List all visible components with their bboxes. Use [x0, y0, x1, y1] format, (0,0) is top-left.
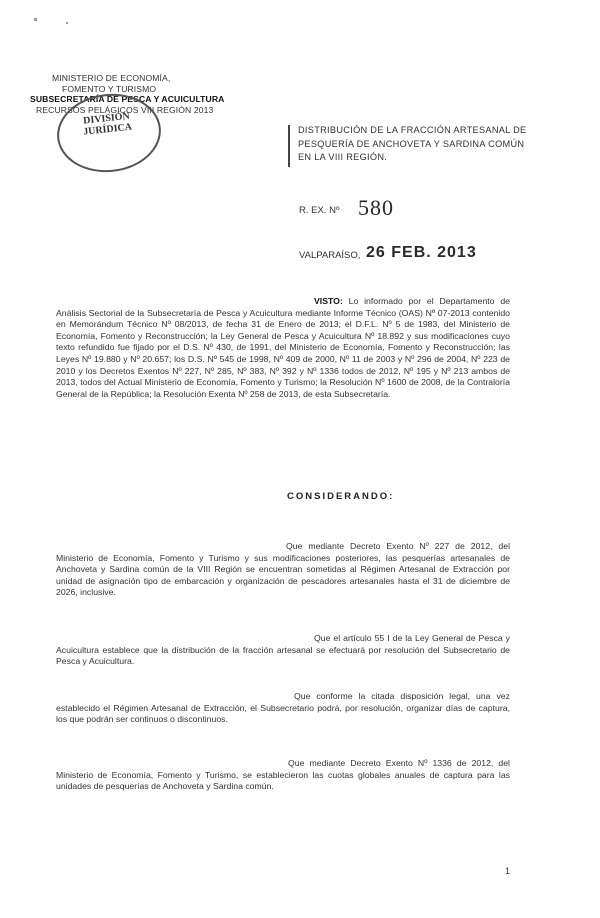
scan-speck [34, 18, 37, 21]
visto-lead: VISTO: [314, 296, 343, 306]
place-label: VALPARAÍSO, [299, 250, 361, 261]
resolution-number: 580 [358, 195, 394, 220]
visto-text: Lo informado por el Departamento de Análisis Sectorial de la Subsecretaría de Pesca y Acuicultura mediante Informe Técnico (OAS) Nº 07-2013 contenido en Memorándum Técnico Nº 08/2013, de fecha 31 de Enero de 2013; el D.F.L. Nº 5 de 1983, del Ministerio de Economía, Fomento y Reconstrucción; la Ley General de Pesca y Acuicultura Nº 18.892 y sus modificaciones cuyo texto refundido fue fijado por el D.S. Nº 430, de 1991, del Ministerio de Economía, Fomento y Reconstrucción; las Leyes Nº 19.880 y Nº 20.657; los D.S. Nº 545 de 1998, Nº 409 de 2000, Nº 11 de 2003 y Nº 296 de 2004, Nº 223 de 2010 y los Decretos Exentos Nº 227, Nº 285, Nº 383, Nº 392 y Nº 1336 todos de 2012, Nº 195 y Nº 213 ambos de 2013, todos del Actual Ministerio de Economía, Fomento y Turismo; la Resolución Nº 1600 de 2008, de la Contraloría General de la República; la Resolución Exenta Nº 258 de 2013, de esta Subsecretaría. [56, 296, 510, 399]
visto-paragraph [56, 296, 510, 400]
considerando-heading: CONSIDERANDO: [287, 491, 395, 502]
resolution-label: R. EX. Nº [299, 205, 340, 216]
section-name: RECURSOS PELÁGICOS VIII REGIÓN 2013 [36, 104, 214, 115]
scan-speck [66, 22, 68, 24]
ministry-name: MINISTERIO DE ECONOMÍA, [52, 73, 171, 83]
title-margin-bar [288, 125, 290, 167]
ministry-name-2: FOMENTO Y TURISMO [62, 83, 157, 94]
document-title: DISTRIBUCIÓN DE LA FRACCIÓN ARTESANAL DE PESQUERÍA DE ANCHOVETA Y SARDINA COMÚN EN LA VIII REGIÓN. [298, 125, 527, 162]
considerando-item-4: Que mediante Decreto Exento Nº 1336 de 2012, del Ministerio de Economía, Fomento y Turismo, se establecieron las cuotas globales anuales de captura para las unidades de pesquerías de Anchoveta y Sardina común. [56, 758, 510, 792]
stamp-text: DIVISIÓN JURÍDICA [82, 110, 133, 138]
subsecretaria-name: SUBSECRETARÍA DE PESCA Y ACUICULTURA [30, 94, 225, 104]
document-date: 26 FEB. 2013 [366, 244, 477, 261]
considerando-item-2: Que el artículo 55 I de la Ley General de Pesca y Acuicultura establece que la distribución de la fracción artesanal se efectuará por resolución del Subsecretario de Pesca y Acuicultura. [56, 633, 510, 667]
page-number: 1 [505, 866, 511, 876]
considerando-item-3: Que conforme la citada disposición legal, una vez establecido el Régimen Artesanal de Extracción, el Subsecretario podrá, por resolución, organizar días de captura, los que podrán ser continuos o discontinuos. [56, 691, 510, 725]
considerando-item-1: Que mediante Decreto Exento Nº 227 de 2012, del Ministerio de Economía, Fomento y Turismo y sus modificaciones posteriores, las pesquerías artesanales de Anchoveta y Sardina común de la VIII Región se encuentran sometidas al Régimen Artesanal de Extracción por unidad de asignación tipo de embarcación y organización de pescadores artesanales hasta el 31 de diciembre de 2026, inclusive. [56, 541, 510, 598]
